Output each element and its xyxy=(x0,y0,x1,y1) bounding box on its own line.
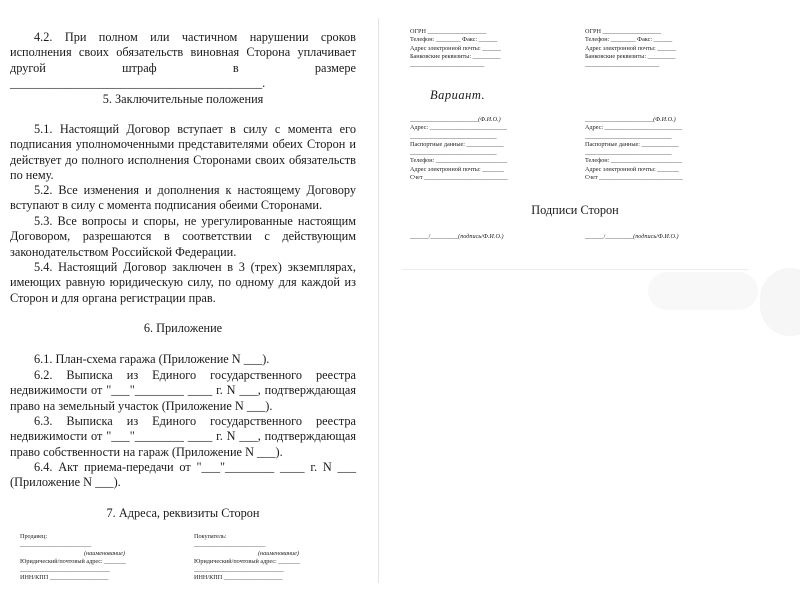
buyer-name-hint: (наименование) xyxy=(258,549,299,557)
blank-line: ________________________ xyxy=(410,61,485,69)
seller-name-line: _______________________ xyxy=(20,541,92,549)
paragraph-5-2: 5.2. Все изменения и дополнения к настоящему Договору вступают в силу с момента подписания обеими Сторонами. xyxy=(10,183,356,213)
section-7-heading: 7. Адреса, реквизиты Сторон xyxy=(106,506,260,520)
section-6-heading: 6. Приложение xyxy=(143,321,223,335)
passport-field: Паспортные данные: ____________ xyxy=(410,140,504,148)
account-field: Счет ___________________________ xyxy=(410,174,508,182)
passport-field: Паспортные данные: ____________ xyxy=(585,140,679,148)
phone-fax-field: Телефон: ________ Факс: ______ xyxy=(410,36,498,44)
paragraph-5-1: 5.1. Настоящий Договор вступает в силу с момента его подписания уполномоченными представителями обеих Сторон и действует до полного исполнения Сторонами своих обязательств по нему. xyxy=(10,122,356,183)
requisites-col-right xyxy=(585,28,735,69)
signature-line: ______/_________ xyxy=(585,233,634,240)
seller-label: Продавец: xyxy=(20,533,48,540)
email-field: Адрес электронной почты: _______ xyxy=(410,165,504,173)
fio-line: ______________________ xyxy=(585,116,654,123)
section-5-heading: 5. Заключительные положения xyxy=(102,92,264,106)
ogrn-field: ОГРН ___________________ xyxy=(410,28,487,35)
address-field: Адрес: _________________________ xyxy=(410,124,507,132)
signature-right xyxy=(585,233,755,241)
signature-line: ______/_________ xyxy=(410,233,459,240)
signature-left xyxy=(410,233,580,241)
signatures-heading: Подписи Сторон xyxy=(531,203,619,217)
signature-hint: (подпись/Ф.И.О.) xyxy=(633,233,679,240)
left-page xyxy=(0,0,378,595)
blank-line: ____________________________ xyxy=(410,149,497,157)
seller-address-line: _____________________________ xyxy=(20,566,110,574)
ogrn-field: ОГРН ___________________ xyxy=(585,28,662,35)
buyer-address-line: _____________________________ xyxy=(194,566,284,574)
requisites-col-left xyxy=(410,28,560,69)
seller-inn: ИНН/КПП ___________________ xyxy=(20,574,109,582)
bank-field: Банковские реквизиты: _________ xyxy=(585,52,676,60)
paragraph-6-3: 6.3. Выписка из Единого государственного реестра недвижимости от "___"________ ____ г. N ___, подтверждающая право собственности на гараж (Приложение N ___). xyxy=(10,414,356,459)
paragraph-6-2: 6.2. Выписка из Единого государственного реестра недвижимости от "___"________ ____ г. N ___, подтверждающая право на земельный участок (Приложение N ___). xyxy=(10,368,356,413)
email-field: Адрес электронной почты: ______ xyxy=(410,44,501,52)
phone-fax-field: Телефон: ________ Факс: ______ xyxy=(585,36,673,44)
buyer-name-line: _______________________ xyxy=(194,541,266,549)
signature-hint: (подпись/Ф.И.О.) xyxy=(458,233,504,240)
person-col-right xyxy=(585,116,735,182)
buyer-address: Юридический/почтовый адрес: _______ xyxy=(194,557,300,565)
variant-label: Вариант. xyxy=(430,88,486,102)
phone-field: Телефон: _______________________ xyxy=(410,157,508,165)
account-field: Счет ___________________________ xyxy=(585,174,683,182)
seller-block xyxy=(20,533,170,583)
blank-line: ____________________________ xyxy=(585,132,672,140)
blank-line: ____________________________ xyxy=(410,132,497,140)
paragraph-6-4: 6.4. Акт приема-передачи от "___"________ ____ г. N ___ (Приложение N ___). xyxy=(10,460,356,490)
bank-field: Банковские реквизиты: _________ xyxy=(410,52,501,60)
phone-field: Телефон: _______________________ xyxy=(585,157,683,165)
right-page xyxy=(380,0,800,595)
paragraph-4-2: 4.2. При полном или частичном нарушении сроков исполнения своих обязательств виновная Сторона уплачивает другой штраф в размере _________________________________________. xyxy=(10,30,356,91)
buyer-label: Покупатель: xyxy=(194,533,227,540)
paragraph-5-4: 5.4. Настоящий Договор заключен в 3 (трех) экземплярах, имеющих равную юридическую силу, по одному для каждой из Сторон и для органа регистрации прав. xyxy=(10,260,356,305)
seller-address: Юридический/почтовый адрес: _______ xyxy=(20,557,126,565)
buyer-block xyxy=(194,533,344,583)
page-divider xyxy=(378,18,379,583)
person-col-left xyxy=(410,116,560,182)
buyer-inn: ИНН/КПП ___________________ xyxy=(194,574,283,582)
blank-line: ________________________ xyxy=(585,61,660,69)
fio-hint: (Ф.И.О.) xyxy=(653,116,676,123)
paragraph-6-1: 6.1. План-схема гаража (Приложение N ___). xyxy=(34,352,270,366)
fio-line: ______________________ xyxy=(410,116,479,123)
email-field: Адрес электронной почты: _______ xyxy=(585,165,679,173)
blank-line: ____________________________ xyxy=(585,149,672,157)
paragraph-5-3: 5.3. Все вопросы и споры, не урегулированные настоящим Договором, разрешаются в соответствии с действующим законодательством Российской Федерации. xyxy=(10,214,356,259)
address-field: Адрес: _________________________ xyxy=(585,124,682,132)
fio-hint: (Ф.И.О.) xyxy=(478,116,501,123)
seller-name-hint: (наименование) xyxy=(84,549,125,557)
email-field: Адрес электронной почты: ______ xyxy=(585,44,676,52)
